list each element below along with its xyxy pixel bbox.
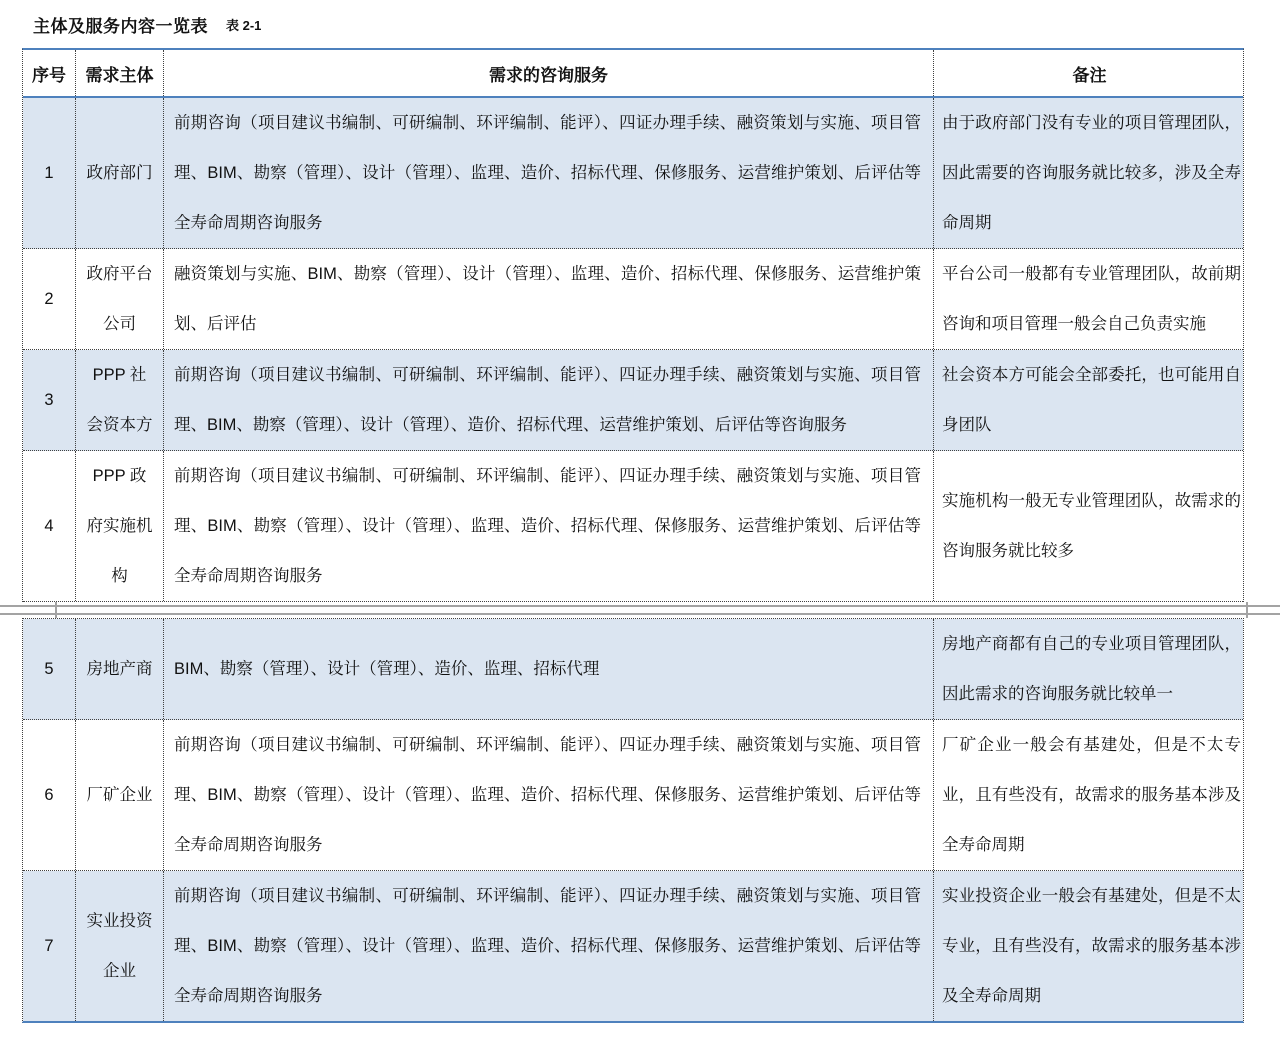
page-break-tick-right: [1246, 602, 1248, 618]
table-row: [23, 249, 1243, 350]
table-row: [23, 871, 1243, 1021]
table-row: [23, 350, 1243, 451]
table-part-2: [22, 618, 1244, 1023]
services-cell: 前期咨询（项目建议书编制、可研编制、环评编制、能评）、四证办理手续、融资策划与实施、项目管理、BIM、勘察（管理）、设计（管理）、监理、造价、招标代理、保修服务、运营维护策划、后评估等全寿命周期咨询服务: [164, 871, 934, 1021]
row-number-cell: 2: [23, 249, 76, 349]
row-number-cell: 1: [23, 98, 76, 248]
document-title-row: [0, 0, 1280, 48]
services-cell: 前期咨询（项目建议书编制、可研编制、环评编制、能评）、四证办理手续、融资策划与实施、项目管理、BIM、勘察（管理）、设计（管理）、监理、造价、招标代理、保修服务、运营维护策划、后评估等全寿命周期咨询服务: [164, 98, 934, 248]
page-title: 主体及服务内容一览表: [33, 16, 208, 36]
row-number-cell: 3: [23, 350, 76, 450]
remarks-cell: 房地产商都有自己的专业项目管理团队，因此需求的咨询服务就比较单一: [942, 635, 1241, 703]
demand-subject-cell: 实业投资企业: [76, 871, 164, 1021]
table-body-page-1: [23, 98, 1243, 602]
remarks-cell: 实业投资企业一般会有基建处，但是不太专业，且有些没有，故需求的服务基本涉及全寿命周期: [942, 887, 1241, 1005]
services-cell: 前期咨询（项目建议书编制、可研编制、环评编制、能评）、四证办理手续、融资策划与实施、项目管理、BIM、勘察（管理）、设计（管理）、监理、造价、招标代理、保修服务、运营维护策划、后评估等全寿命周期咨询服务: [164, 720, 934, 870]
demand-subject-cell: PPP 政府实施机构: [76, 451, 164, 601]
table-part-1: [22, 48, 1244, 602]
page-break-divider: [0, 602, 1280, 618]
page-break-line-bottom: [0, 613, 1280, 615]
remarks-cell: 社会资本方可能会全部委托，也可能用自身团队: [942, 366, 1241, 434]
services-cell: BIM、勘察（管理）、设计（管理）、造价、监理、招标代理: [164, 619, 934, 719]
demand-subject-cell: 厂矿企业: [76, 720, 164, 870]
demand-subject-cell: 房地产商: [76, 619, 164, 719]
page-break-tick-left: [55, 602, 57, 618]
demand-subject-cell: PPP 社会资本方: [76, 350, 164, 450]
demand-subject-cell: 政府平台公司: [76, 249, 164, 349]
header-cell-subject: 需求主体: [76, 50, 164, 96]
table-body-page-2: [23, 619, 1243, 1021]
page-break-line-top: [0, 605, 1280, 607]
remarks-cell: 厂矿企业一般会有基建处，但是不太专业，且有些没有，故需求的服务基本涉及全寿命周期: [942, 736, 1241, 854]
services-cell: 前期咨询（项目建议书编制、可研编制、环评编制、能评）、四证办理手续、融资策划与实施、项目管理、BIM、勘察（管理）、设计（管理）、造价、招标代理、运营维护策划、后评估等咨询服务: [164, 350, 934, 450]
services-cell: 前期咨询（项目建议书编制、可研编制、环评编制、能评）、四证办理手续、融资策划与实施、项目管理、BIM、勘察（管理）、设计（管理）、监理、造价、招标代理、保修服务、运营维护策划、后评估等全寿命周期咨询服务: [164, 451, 934, 601]
remarks-cell: 实施机构一般无专业管理团队，故需求的咨询服务就比较多: [942, 492, 1241, 560]
row-number-cell: 6: [23, 720, 76, 870]
table-row: [23, 98, 1243, 249]
table-row: [23, 619, 1243, 720]
header-cell-remarks: 备注: [1072, 65, 1107, 85]
demand-subject-cell: 政府部门: [76, 98, 164, 248]
remarks-cell: 由于政府部门没有专业的项目管理团队，因此需要的咨询服务就比较多，涉及全寿命周期: [942, 114, 1241, 232]
header-cell-services: 需求的咨询服务: [164, 50, 934, 96]
row-number-cell: 5: [23, 619, 76, 719]
table-header-row: [23, 50, 1243, 98]
table-label: 表 2-1: [226, 17, 262, 33]
remarks-cell: 平台公司一般都有专业管理团队，故前期咨询和项目管理一般会自己负责实施: [942, 265, 1241, 333]
table-row: [23, 451, 1243, 602]
header-cell-no: 序号: [23, 50, 76, 96]
row-number-cell: 7: [23, 871, 76, 1021]
table-row: [23, 720, 1243, 871]
row-number-cell: 4: [23, 451, 76, 601]
services-cell: 融资策划与实施、BIM、勘察（管理）、设计（管理）、监理、造价、招标代理、保修服务、运营维护策划、后评估: [164, 249, 934, 349]
